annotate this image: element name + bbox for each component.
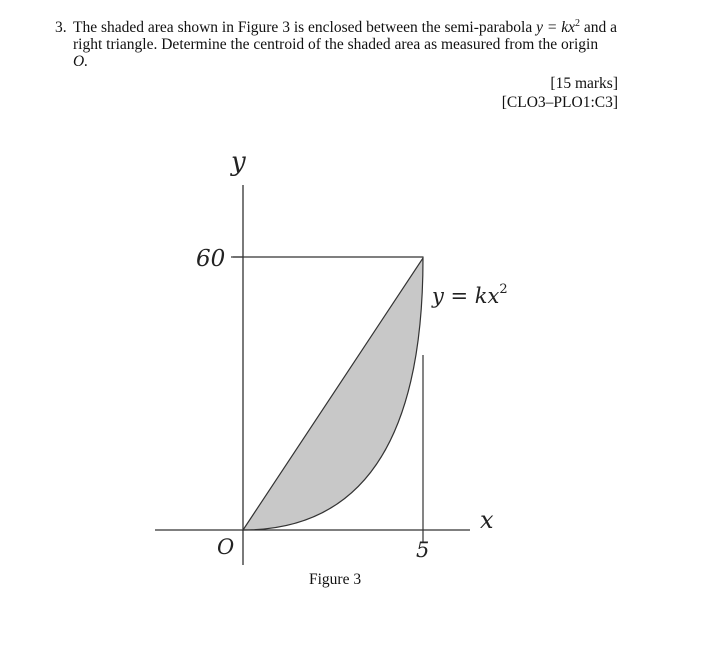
origin-label: O — [217, 535, 235, 559]
question-line1-prefix: The shaded area shown in Figure 3 is enclosed between the semi-parabola — [73, 19, 533, 36]
marks-clo: [CLO3–PLO1:C3] — [501, 94, 618, 111]
marks-score: [15 marks] — [550, 75, 618, 92]
x-tick-label-5: 5 — [416, 538, 430, 562]
question-number: 3. — [55, 19, 67, 36]
y-axis-label: y — [231, 147, 246, 177]
inline-equation: $y = kx^2$ — [536, 18, 580, 36]
x-axis-label: x — [480, 506, 494, 534]
figure-caption: Figure 3 — [309, 571, 362, 588]
question-line-3: O. — [73, 53, 89, 70]
curve-equation-label: $y = kx^2$ — [432, 282, 508, 308]
question-line1-suffix: and a — [583, 19, 617, 36]
question-line-2: right triangle. Determine the centroid of the shaded area as measured from the origin — [73, 36, 599, 53]
y-tick-label-60: 60 — [196, 246, 226, 272]
shaded-area — [243, 258, 423, 530]
